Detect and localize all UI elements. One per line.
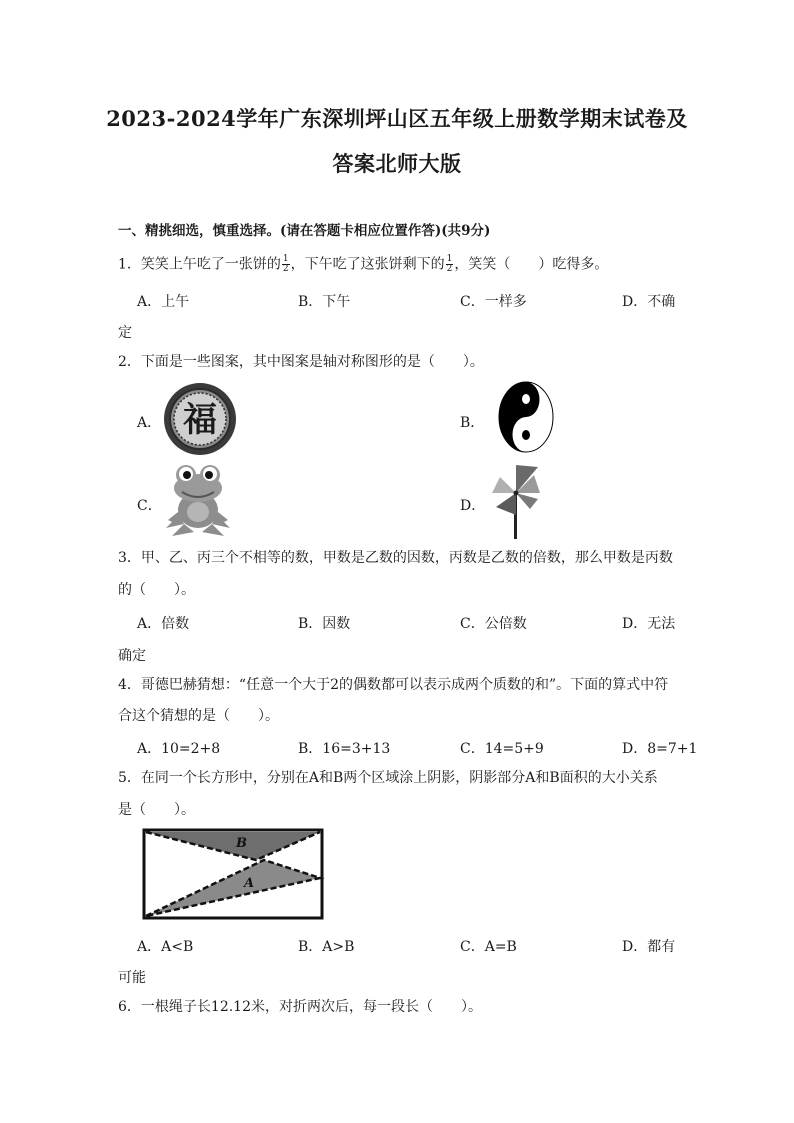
- section-heading: 一、精挑细选，慎重选择。(请在答题卡相应位置作答)(共9分): [118, 223, 491, 239]
- q4-option-a[interactable]: A．10=2+8: [137, 741, 221, 757]
- q4-option-d[interactable]: D．8=7+1: [622, 741, 698, 757]
- frog-image: [164, 462, 232, 538]
- q1-option-b[interactable]: B．下午: [298, 294, 351, 310]
- question-5-line-2: 是（ ）。: [118, 802, 195, 818]
- q5-option-c[interactable]: C．A=B: [460, 939, 517, 955]
- q2-label-d[interactable]: D．: [460, 498, 486, 514]
- question-5-line-1: 5．在同一个长方形中，分别在A和B两个区域涂上阴影，阴影部分A和B面积的大小关系: [118, 770, 658, 786]
- title-line-1: 2023-2024学年广东深圳坪山区五年级上册数学期末试卷及: [106, 106, 688, 131]
- q5-option-b[interactable]: B．A>B: [298, 939, 355, 955]
- q1-option-a[interactable]: A．上午: [137, 294, 190, 310]
- q3-option-a[interactable]: A．倍数: [137, 616, 190, 632]
- q1-option-c[interactable]: C．一样多: [460, 294, 527, 310]
- q2-label-b[interactable]: B．: [460, 415, 485, 431]
- pinwheel-image: [490, 463, 542, 539]
- label-a: A: [244, 876, 255, 891]
- label-b: B: [236, 836, 247, 851]
- fu-seal-image: [162, 381, 238, 457]
- svg-text:福: 福: [183, 400, 217, 440]
- title-line-2: 答案北师大版: [332, 151, 462, 176]
- rectangle-shading-figure: [140, 826, 326, 922]
- q5-option-d[interactable]: D．都有: [622, 939, 676, 955]
- q1-fraction-2: $\frac{1}{2}$: [446, 254, 453, 274]
- q2-label-c[interactable]: C．: [137, 498, 162, 514]
- q4-option-c[interactable]: C．14=5+9: [460, 741, 544, 757]
- q3-option-c[interactable]: C．公倍数: [460, 616, 527, 632]
- yin-yang-image: [498, 381, 554, 453]
- q2-label-a[interactable]: A．: [137, 415, 162, 431]
- question-6: 6．一根绳子长12.12米，对折两次后，每一段长（ ）。: [118, 999, 482, 1015]
- question-3-line-1: 3．甲、乙、丙三个不相等的数，甲数是乙数的因数，丙数是乙数的倍数，那么甲数是丙数: [118, 550, 673, 566]
- question-1: [118, 255, 608, 274]
- q1-option-d-wrap: 定: [118, 325, 132, 341]
- question-4-line-2: 合这个猜想的是（ ）。: [118, 708, 279, 724]
- q1-text-part1: 1．笑笑上午吃了一张饼的: [118, 256, 281, 273]
- q1-option-d[interactable]: D．不确: [622, 294, 676, 310]
- q5-option-a[interactable]: A．A<B: [137, 939, 194, 955]
- q1-fraction-1: $\frac{1}{2}$: [282, 254, 289, 274]
- q3-option-b[interactable]: B．因数: [298, 616, 351, 632]
- question-2: 2．下面是一些图案，其中图案是轴对称图形的是（ ）。: [118, 354, 484, 370]
- q3-option-d[interactable]: D．无法: [622, 616, 676, 632]
- q1-text-part2: ，下午吃了这张饼剩下的: [290, 256, 445, 273]
- q4-option-b[interactable]: B．16=3+13: [298, 741, 391, 757]
- question-3-line-2: 的（ ）。: [118, 582, 195, 598]
- question-4-line-1: 4．哥德巴赫猜想：“任意一个大于2的偶数都可以表示成两个质数的和”。下面的算式中符: [118, 677, 669, 693]
- q5-option-d-wrap: 可能: [118, 970, 146, 986]
- q1-text-part3: ，笑笑（ ）吃得多。: [454, 256, 609, 273]
- page-title: [100, 96, 694, 186]
- q3-option-d-wrap: 确定: [118, 648, 146, 664]
